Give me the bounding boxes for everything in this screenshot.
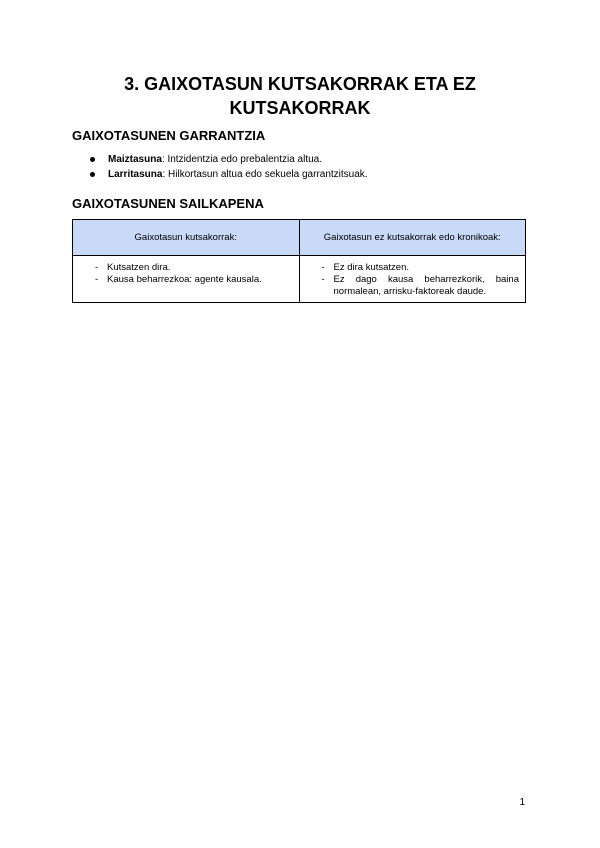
page-number: 1 [519,797,525,808]
table-cell-noncommunicable [299,256,526,303]
dash-icon: - [95,274,99,285]
classification-table [72,219,526,303]
list-item-text: : Hilkortasun altua edo sekuela garrantzitsuak. [162,169,368,180]
list-item-text: : Intzidentzia edo prebalentzia altua. [161,154,323,165]
table-header-row [73,220,526,256]
section-heading-sailkapena: GAIXOTASUNEN SAILKAPENA [72,196,264,211]
page-title: 3. GAIXOTASUN KUTSAKORRAK ETA EZ KUTSAKORRAK [124,74,476,118]
bullet-icon [90,157,95,162]
dash-icon: - [321,262,325,273]
dash-icon: - [321,274,325,285]
list-item: - Ez dira kutsatzen. [321,262,410,273]
section-heading-garrantzia: GAIXOTASUNEN GARRANTZIA [72,128,266,143]
list-item [88,167,368,182]
list-item-term: Maiztasuna [108,154,162,165]
table-row [73,256,526,303]
importance-list [88,152,368,182]
list-item: - Kutsatzen dira. [95,262,171,273]
list-item [88,152,368,167]
list-item-term: Larritasuna [108,169,163,180]
table-header-noncommunicable: Gaixotasun ez kutsakorrak edo kronikoak: [299,220,526,256]
list-item: - Ez dago kausa beharrezkorik, baina normalean, arrisku-faktoreak daude. [321,274,519,297]
bullet-icon [90,172,95,177]
table-cell-communicable [73,256,300,303]
table-header-communicable: Gaixotasun kutsakorrak: [73,220,300,256]
list-item: - Kausa beharrezkoa: agente kausala. [95,274,262,285]
dash-icon: - [95,262,99,273]
